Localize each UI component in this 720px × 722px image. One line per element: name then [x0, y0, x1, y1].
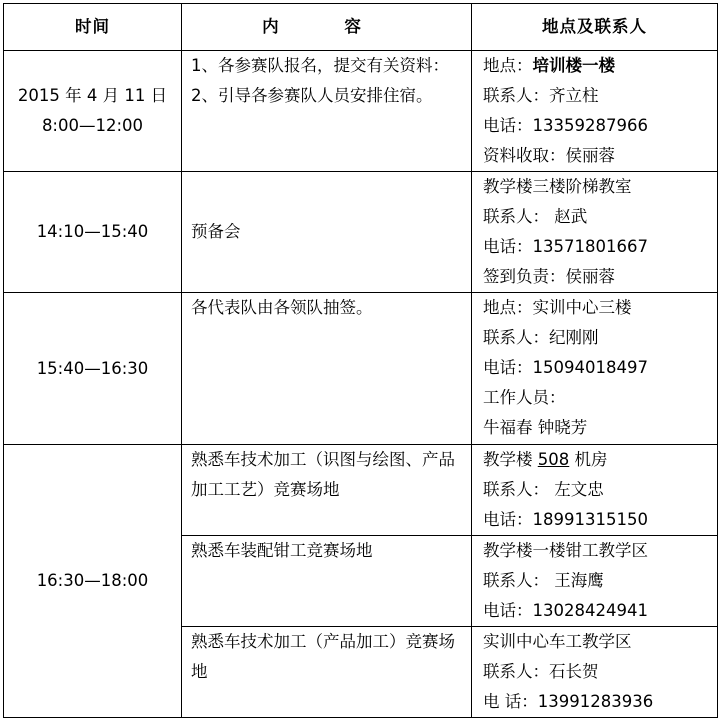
content-cell [182, 293, 472, 445]
location-phone: 电话：13359287966 [483, 116, 648, 135]
content-cell [182, 536, 472, 627]
content-line: 熟悉车技术加工（识图与绘图、产品加工工艺）竞赛场地 [191, 450, 455, 499]
time-cell [4, 445, 182, 718]
location-cell [472, 445, 718, 536]
location-line: 电话：13571801667 [483, 237, 648, 256]
table-row [4, 293, 718, 445]
content-line: 各代表队由各领队抽签。 [191, 298, 373, 317]
content-line: 熟悉车装配钳工竞赛场地 [191, 541, 373, 560]
location-contact: 联系人：齐立柱 [483, 86, 599, 105]
location-extra: 资料收取：侯丽蓉 [483, 146, 615, 165]
location-line: 联系人： 王海鹰 [483, 571, 604, 590]
content-cell [182, 627, 472, 718]
time-cell [4, 293, 182, 445]
location-line: 教学楼一楼钳工教学区 [483, 541, 648, 560]
location-line: 地点：实训中心三楼 [483, 298, 632, 317]
location-cell [472, 627, 718, 718]
location-line: 牛福春 钟晓芳 [483, 418, 588, 437]
location-cell [472, 51, 718, 172]
content-cell [182, 172, 472, 293]
location-place [483, 445, 717, 475]
content-cell [182, 51, 472, 172]
location-line: 联系人：纪刚刚 [483, 328, 599, 347]
location-line: 工作人员： [483, 388, 566, 407]
schedule-table [3, 3, 718, 718]
place-value: 培训楼一楼 [532, 56, 615, 75]
header-location: 地点及联系人 [472, 4, 718, 51]
location-place [483, 51, 717, 81]
time-range: 16:30—18:00 [36, 571, 149, 590]
content-cell [182, 445, 472, 536]
location-cell [472, 293, 718, 445]
place-room: 508 [537, 450, 570, 469]
location-line: 电话：15094018497 [483, 358, 648, 377]
time-cell [4, 51, 182, 172]
location-line: 签到负责：侯丽蓉 [483, 267, 615, 286]
time-range: 8:00—12:00 [41, 116, 144, 135]
location-line: 联系人： 赵武 [483, 207, 588, 226]
place-label: 地点： [483, 56, 533, 75]
place-post: 机房 [569, 450, 608, 469]
location-line: 教学楼三楼阶梯教室 [483, 177, 632, 196]
header-row [4, 4, 718, 51]
place-pre: 教学楼 [483, 450, 538, 469]
location-line: 电话：13028424941 [483, 601, 648, 620]
header-time: 时间 [4, 4, 182, 51]
time-cell [4, 172, 182, 293]
table-row [4, 51, 718, 172]
location-cell [472, 536, 718, 627]
location-line: 实训中心车工教学区 [483, 632, 632, 651]
time-range: 14:10—15:40 [36, 222, 149, 241]
time-date: 2015 年 4 月 11 日 [17, 86, 168, 105]
location-cell [472, 172, 718, 293]
location-line: 联系人：石长贺 [483, 662, 599, 681]
content-line: 2、引导各参赛队人员安排住宿。 [191, 86, 433, 105]
table-row [4, 172, 718, 293]
header-content: 内 容 [182, 4, 472, 51]
time-range: 15:40—16:30 [36, 358, 149, 378]
table-row [4, 445, 718, 536]
location-contact: 联系人： 左文忠 [483, 480, 604, 499]
location-line: 电 话：13991283936 [483, 692, 654, 711]
location-phone: 电话：18991315150 [483, 510, 648, 529]
content-line: 预备会 [191, 222, 241, 241]
content-line: 1、各参赛队报名，提交有关资料： [191, 56, 449, 75]
content-line: 熟悉车技术加工（产品加工）竞赛场地 [191, 632, 455, 681]
